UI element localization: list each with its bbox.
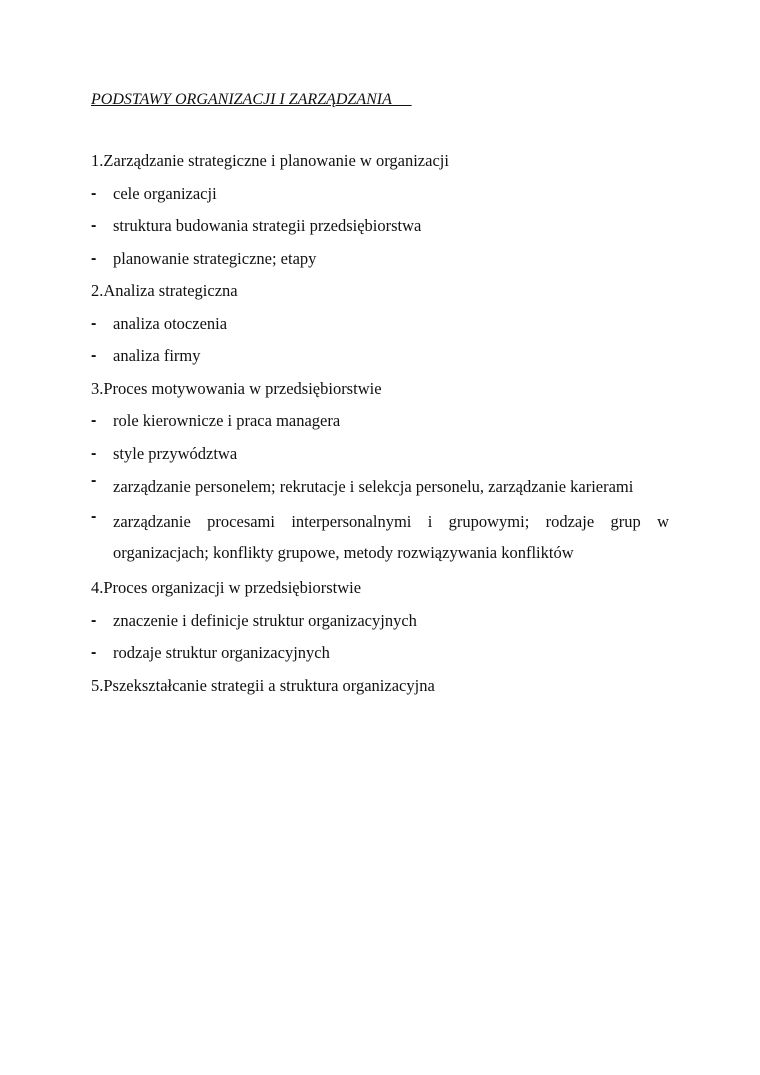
list-item (91, 506, 669, 568)
section-heading-4: 4.Proces organizacji w przedsiębiorstwie (91, 578, 362, 597)
section-heading-2: 2.Analiza strategiczna (91, 281, 238, 300)
bullet-dash: - (91, 314, 97, 332)
list-item-text: struktura budowania strategii przedsiębiorstwa (113, 216, 422, 235)
document-body (91, 150, 669, 707)
bullet-dash: - (91, 644, 97, 661)
list-item (91, 313, 669, 335)
list-item (91, 471, 669, 502)
list-item (91, 183, 669, 205)
list-item (91, 248, 669, 270)
section-heading-1: 1.Zarządzanie strategiczne i planowanie w organizacji (91, 151, 449, 170)
list-item (91, 610, 669, 632)
bullet-dash: - (91, 217, 97, 234)
bullet-dash: - (91, 249, 97, 267)
list-item-text: znaczenie i definicje struktur organizacyjnych (113, 610, 417, 630)
list-item-text: planowanie strategiczne; etapy (113, 248, 317, 268)
bullet-dash: - (91, 472, 97, 489)
document-title: PODSTAWY ORGANIZACJI I ZARZĄDZANIA (91, 91, 412, 108)
bullet-dash: - (91, 444, 97, 462)
list-item-text: zarządzanie personelem; rekrutacje i selekcja personelu, zarządzanie karierami (113, 476, 634, 496)
list-item-text: cele organizacji (113, 183, 217, 203)
list-item (91, 345, 669, 367)
list-item (91, 443, 669, 465)
list-item (91, 642, 669, 664)
bullet-dash: - (91, 507, 97, 525)
list-item-text: analiza firmy (113, 346, 201, 365)
list-item (91, 215, 669, 237)
list-item-text: role kierownicze i praca managera (113, 411, 341, 430)
list-item (91, 410, 669, 432)
bullet-dash: - (91, 611, 97, 629)
bullet-dash: - (91, 184, 97, 202)
bullet-dash: - (91, 412, 97, 429)
section-heading-5: 5.Pszekształcanie strategii a struktura organizacyjna (91, 675, 435, 695)
list-item-text: analiza otoczenia (113, 313, 228, 333)
list-item-text: zarządzanie procesami interpersonalnymi i grupowymi; rodzaje grup w organizacjach; konflikty grupowe, metody rozwiązywania konfliktów (113, 512, 669, 562)
list-item-text: style przywództwa (113, 443, 238, 463)
section-heading-3: 3.Proces motywowania w przedsiębiorstwie (91, 378, 382, 398)
bullet-dash: - (91, 347, 97, 364)
list-item-text: rodzaje struktur organizacyjnych (113, 643, 330, 662)
